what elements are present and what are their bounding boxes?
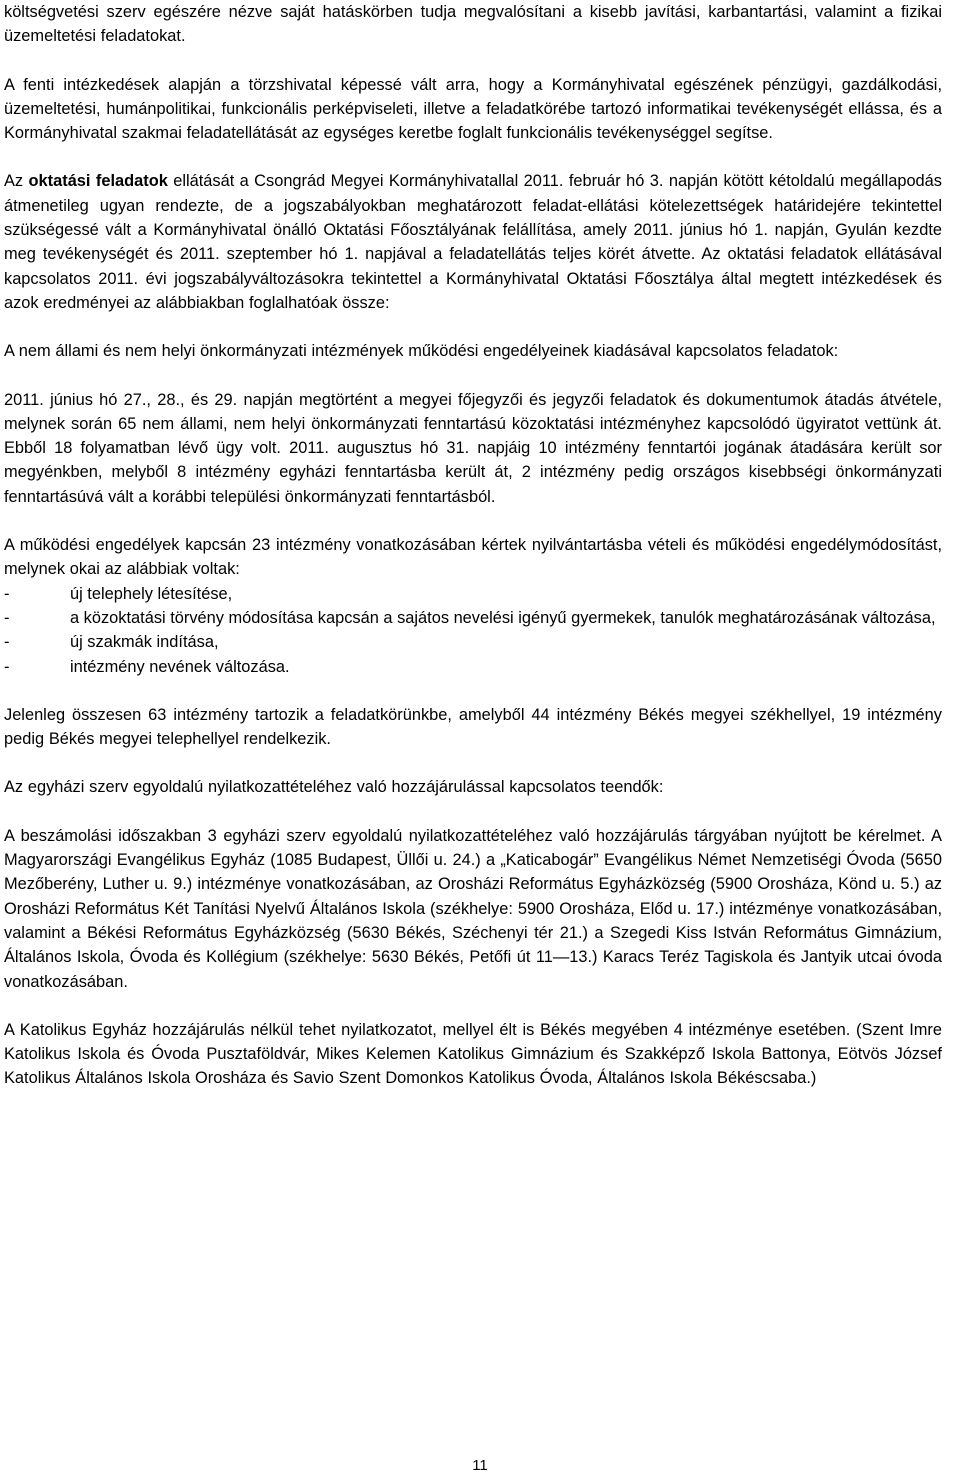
reasons-list (4, 582, 942, 679)
paragraph-education-tasks (4, 169, 942, 315)
list-dash: - (4, 584, 10, 603)
list-item (4, 582, 942, 606)
document-page (4, 0, 942, 1091)
paragraph-document-handover: 2011. június hó 27., 28., és 29. napján megtörtént a megyei főjegyzői és jegyzői feladatok és dokumentumok átadás átvétele, melynek során 65 nem állami, nem helyi önkormányzati fenntartású közoktatási intézményhez kapcsolódó ügyiratot vettünk át. Ebből 18 folyamatban lévő ügy volt. 2011. augusztus hó 31. napjáig 10 intézmény fenntartói jogának átadására került sor megyénkben, melyből 8 intézmény egyházi fenntartásba került át, 2 intézmény pedig országos kisebbségi önkormányzati fenntartásúvá vált a korábbi települési önkormányzati fenntartásból. (4, 390, 942, 506)
list-dash: - (4, 608, 10, 627)
bold-term-education-tasks: oktatási feladatok (28, 172, 168, 191)
list-item-text: új telephely létesítése, (70, 584, 233, 603)
text-run: ellátását a Csongrád Megyei Kormányhivatallal 2011. február hó 3. napján kötött kétoldalú megállapodás átmenetileg ugyan rendezte, de a jogszabályokban meghatározott feladat-ellátási kötelezettségek határidejére tekintettel szükségessé vált a Kormányhivatal önálló Oktatási Főosztályának felállítása, amely 2011. június hó 1. napján, Gyulán kezdte meg tevékenységét és 2011. szeptember hó 1. napjával a feladatellátás teljes körét átvette. Az oktatási feladatok ellátásával kapcsolatos 2011. évi jogszabályváltozásokra tekintettel a Kormányhivatal Oktatási Főosztálya által megtett intézkedések és azok eredményei az alábbiakban foglalhatóak össze: (4, 172, 942, 312)
list-item (4, 606, 942, 630)
paragraph-operating-permits-heading: A nem állami és nem helyi önkormányzati intézmények működési engedélyeinek kiadásával kapcsolatos feladatok: (4, 342, 839, 361)
paragraph-church-declarations-heading: Az egyházi szerv egyoldalú nyilatkozattételéhez való hozzájárulással kapcsolatos teendők: (4, 778, 664, 797)
paragraph-permit-modifications: A működési engedélyek kapcsán 23 intézmény vonatkozásában kértek nyilvántartásba vételi és működési engedélymódosítást, melynek okai az alábbiak voltak: (4, 536, 942, 579)
list-item-text: intézmény nevének változása. (70, 657, 290, 676)
paragraph-maintenance-tasks: költségvetési szerv egészére nézve saját hatáskörben tudja megvalósítani a kisebb javítási, karbantartási, valamint a fizikai üzemeltetési feladatokat. (4, 3, 942, 46)
list-dash: - (4, 633, 10, 652)
paragraph-headquarters-capabilities: A fenti intézkedések alapján a törzshivatal képessé vált arra, hogy a Kormányhivatal egészének pénzügyi, gazdálkodási, üzemeltetési, humánpolitikai, funkcionális perképviseleti, illetve a feladatkörébe tartozó informatikai tevékenységét ellássa, és a Kormányhivatal szakmai feladatellátását az egységes keretbe foglalt funkcionális tevékenységgel segítse. (4, 75, 942, 143)
text-run: Az (4, 172, 29, 191)
paragraph-institution-count: Jelenleg összesen 63 intézmény tartozik a feladatkörünkbe, amelyből 44 intézmény Békés megyei székhellyel, 19 intézmény pedig Békés megyei telephellyel rendelkezik. (4, 705, 942, 749)
list-dash: - (4, 657, 10, 676)
page-number: 11 (472, 1457, 488, 1474)
paragraph-church-requests: A beszámolási időszakban 3 egyházi szerv egyoldalú nyilatkozattételéhez való hozzájárulás tárgyában nyújtott be kérelmet. A Magyarországi Evangélikus Egyház (1085 Budapest, Üllői u. 24.) a „Katicabogár” Evangélikus Német Nemzetiségi Óvoda (5650 Mezőberény, Luther u. 9.) intézménye vonatkozásában, az Orosházi Református Egyházközség (5900 Orosháza, Könd u. 5.) az Orosházi Református Két Tanítási Nyelvű Általános Iskola (székhelye: 5900 Orosháza, Előd u. 17.) intézménye vonatkozásában, valamint a Békési Református Egyházközség (5630 Békés, Széchenyi tér 21.) a Szegedi Kiss István Református Gimnázium, Általános Iskola, Óvoda és Kollégium (székhelye: 5630 Békés, Petőfi út 11—13.) Karacs Teréz Tagiskola és Jantyik utcai óvoda vonatkozásában. (4, 826, 942, 991)
list-item-text: a közoktatási törvény módosítása kapcsán a sajátos nevelési igényű gyermekek, tanulók meghatározásának változása, (70, 608, 936, 627)
list-item-text: új szakmák indítása, (70, 633, 219, 652)
list-item (4, 630, 942, 654)
list-item (4, 655, 942, 679)
paragraph-catholic-church: A Katolikus Egyház hozzájárulás nélkül tehet nyilatkozatot, mellyel élt is Békés megyében 4 intézménye esetében. (Szent Imre Katolikus Iskola és Óvoda Pusztaföldvár, Mikes Kelemen Katolikus Gimnázium és Szakképző Iskola Battonya, Eötvös József Katolikus Általános Iskola Orosháza és Savio Szent Domonkos Katolikus Óvoda, Általános Iskola Békéscsaba.) (4, 1020, 942, 1088)
